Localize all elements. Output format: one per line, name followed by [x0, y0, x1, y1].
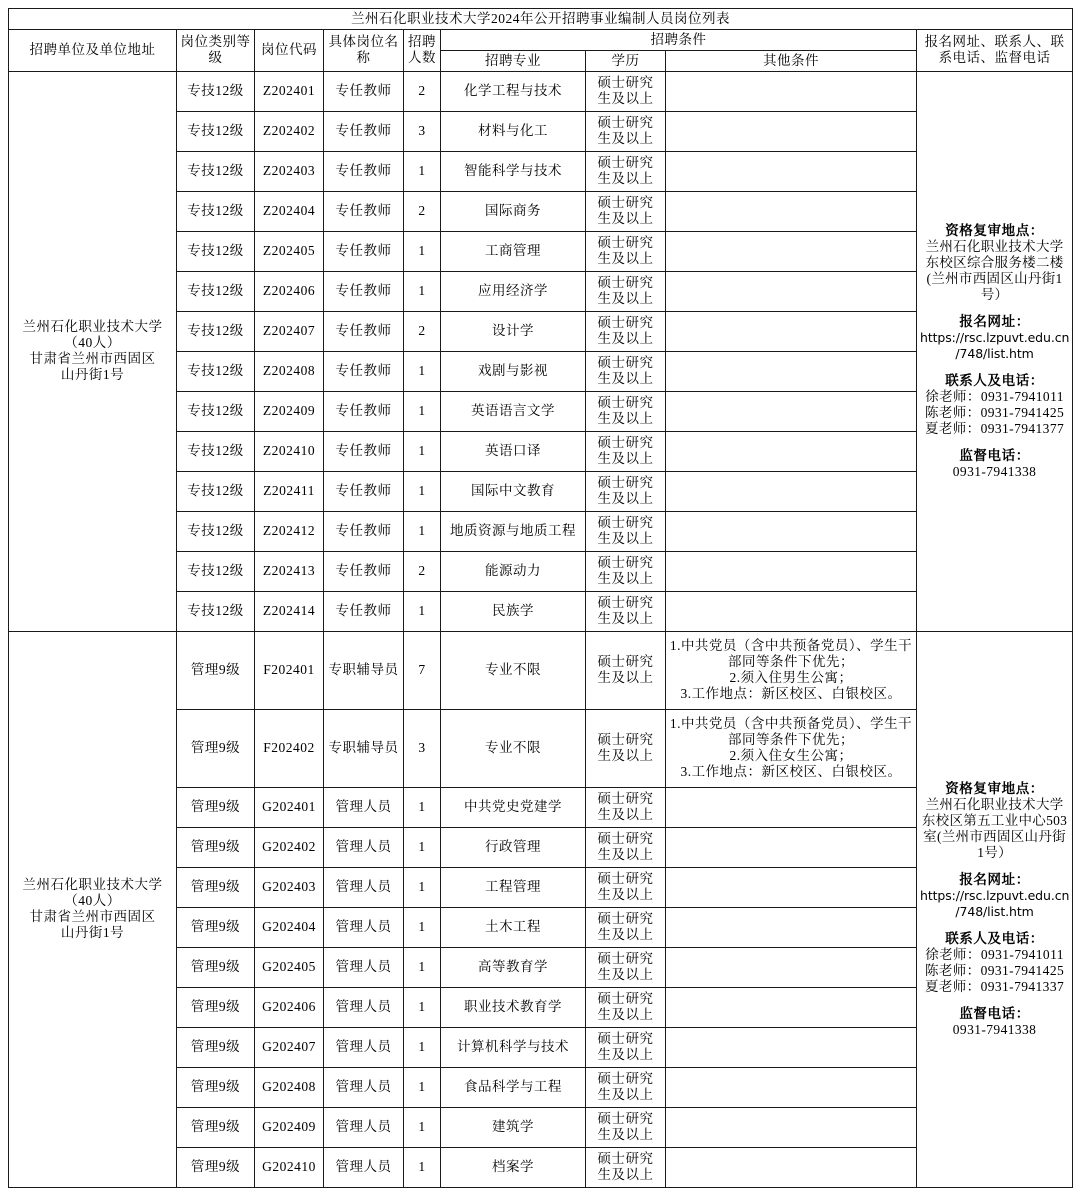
cell-code: G202401	[255, 787, 324, 827]
cell-level: 专技12级	[177, 311, 255, 351]
col-header-conditions-group: 招聘条件	[441, 29, 917, 50]
registration-site-url-line1[interactable]: https://rsc.lzpuvt.edu.cn	[920, 887, 1070, 903]
cell-job-name: 专任教师	[324, 231, 404, 271]
cell-count: 1	[404, 1027, 441, 1067]
education-line: 硕士研究	[597, 595, 654, 611]
cell-education	[586, 907, 666, 947]
education-line: 生及以上	[597, 1167, 654, 1183]
unit-address-cell	[9, 631, 177, 1187]
cell-major: 智能科学与技术	[441, 151, 586, 191]
education-line: 硕士研究	[597, 1071, 654, 1087]
cell-count: 7	[404, 631, 441, 709]
cell-job-name: 管理人员	[324, 1147, 404, 1187]
col-header-major: 招聘专业	[441, 50, 586, 71]
cell-job-name: 专任教师	[324, 311, 404, 351]
cell-level: 专技12级	[177, 351, 255, 391]
cell-job-name: 管理人员	[324, 1067, 404, 1107]
spacer	[920, 303, 1069, 314]
education-line: 硕士研究	[597, 235, 654, 251]
contact-person-1: 徐老师：0931-7941011	[925, 946, 1064, 962]
cell-other-conditions	[666, 191, 917, 231]
contact-person-3: 夏老师：0931-7941337	[924, 978, 1065, 994]
spacer	[920, 920, 1069, 931]
cell-job-name: 管理人员	[324, 1107, 404, 1147]
education-line: 硕士研究	[597, 654, 654, 670]
education-line: 硕士研究	[597, 732, 654, 748]
cell-major: 行政管理	[441, 827, 586, 867]
cell-job-name: 管理人员	[324, 827, 404, 867]
cell-count: 1	[404, 787, 441, 827]
table-row	[9, 631, 1073, 709]
other-condition-line: 1.中共党员（含中共预备党员）、学生干部同等条件下优先；	[669, 638, 913, 670]
cell-major: 材料与化工	[441, 111, 586, 151]
cell-count: 1	[404, 431, 441, 471]
education-line: 硕士研究	[597, 475, 654, 491]
cell-code: Z202406	[255, 271, 324, 311]
cell-education	[586, 1067, 666, 1107]
cell-education	[586, 1147, 666, 1187]
cell-job-name: 管理人员	[324, 1027, 404, 1067]
cell-count: 3	[404, 709, 441, 787]
cell-major: 民族学	[441, 591, 586, 631]
education-line: 生及以上	[597, 1007, 654, 1023]
cell-level: 管理9级	[177, 947, 255, 987]
cell-education	[586, 987, 666, 1027]
cell-other-conditions	[666, 907, 917, 947]
supervision-phone-value: 0931-7941338	[952, 463, 1037, 479]
cell-level: 专技12级	[177, 271, 255, 311]
table-row	[9, 71, 1073, 111]
cell-major: 能源动力	[441, 551, 586, 591]
cell-job-name: 专任教师	[324, 151, 404, 191]
cell-count: 1	[404, 867, 441, 907]
job-listing-table	[8, 8, 1073, 1188]
cell-education	[586, 351, 666, 391]
registration-site-label: 报名网址：	[959, 313, 1030, 329]
education-line: 生及以上	[597, 331, 654, 347]
cell-job-name: 管理人员	[324, 907, 404, 947]
education-line: 生及以上	[597, 927, 654, 943]
education-line: 生及以上	[597, 748, 654, 764]
cell-education	[586, 391, 666, 431]
education-line: 生及以上	[597, 1087, 654, 1103]
cell-other-conditions	[666, 111, 917, 151]
cell-level: 管理9级	[177, 631, 255, 709]
cell-other-conditions	[666, 631, 917, 709]
cell-code: Z202401	[255, 71, 324, 111]
cell-level: 管理9级	[177, 1147, 255, 1187]
cell-other-conditions	[666, 1107, 917, 1147]
cell-level: 专技12级	[177, 471, 255, 511]
cell-level: 专技12级	[177, 551, 255, 591]
cell-other-conditions	[666, 311, 917, 351]
review-location-label: 资格复审地点：	[945, 780, 1044, 796]
other-condition-line: 3.工作地点：新区校区、白银校区。	[680, 686, 902, 702]
cell-count: 2	[404, 71, 441, 111]
cell-level: 专技12级	[177, 391, 255, 431]
cell-count: 1	[404, 231, 441, 271]
cell-other-conditions	[666, 71, 917, 111]
cell-job-name: 专任教师	[324, 391, 404, 431]
cell-major: 计算机科学与技术	[441, 1027, 586, 1067]
cell-code: Z202405	[255, 231, 324, 271]
col-header-level: 岗位类别等级	[177, 29, 255, 71]
cell-code: Z202403	[255, 151, 324, 191]
cell-other-conditions	[666, 391, 917, 431]
cell-major: 化学工程与技术	[441, 71, 586, 111]
cell-code: F202402	[255, 709, 324, 787]
cell-major: 英语口译	[441, 431, 586, 471]
cell-count: 1	[404, 271, 441, 311]
spacer	[920, 362, 1069, 373]
cell-code: Z202402	[255, 111, 324, 151]
cell-count: 2	[404, 311, 441, 351]
education-line: 硕士研究	[597, 515, 654, 531]
cell-level: 专技12级	[177, 71, 255, 111]
cell-major: 档案学	[441, 1147, 586, 1187]
cell-level: 管理9级	[177, 867, 255, 907]
cell-major: 食品科学与工程	[441, 1067, 586, 1107]
cell-major: 专业不限	[441, 631, 586, 709]
cell-count: 1	[404, 471, 441, 511]
unit-address-line: 山丹街1号	[60, 367, 125, 383]
cell-code: Z202414	[255, 591, 324, 631]
cell-code: Z202404	[255, 191, 324, 231]
unit-address-cell	[9, 71, 177, 631]
cell-count: 3	[404, 111, 441, 151]
education-line: 生及以上	[597, 491, 654, 507]
cell-education	[586, 709, 666, 787]
contact-info-cell	[917, 71, 1073, 631]
cell-other-conditions	[666, 471, 917, 511]
cell-code: Z202412	[255, 511, 324, 551]
col-header-job-name: 具体岗位名称	[324, 29, 404, 71]
cell-level: 专技12级	[177, 151, 255, 191]
education-line: 生及以上	[597, 887, 654, 903]
cell-level: 管理9级	[177, 787, 255, 827]
cell-education	[586, 431, 666, 471]
education-line: 生及以上	[597, 291, 654, 307]
cell-other-conditions	[666, 1067, 917, 1107]
cell-major: 国际中文教育	[441, 471, 586, 511]
cell-major: 高等教育学	[441, 947, 586, 987]
cell-count: 1	[404, 827, 441, 867]
education-line: 生及以上	[597, 1047, 654, 1063]
education-line: 硕士研究	[597, 355, 654, 371]
cell-major: 土木工程	[441, 907, 586, 947]
table-body	[9, 9, 1073, 1188]
cell-code: G202407	[255, 1027, 324, 1067]
education-line: 生及以上	[597, 251, 654, 267]
cell-job-name: 专任教师	[324, 351, 404, 391]
cell-major: 建筑学	[441, 1107, 586, 1147]
cell-other-conditions	[666, 351, 917, 391]
education-line: 生及以上	[597, 611, 654, 627]
unit-address-line: （40人）	[64, 335, 121, 351]
cell-code: Z202411	[255, 471, 324, 511]
cell-other-conditions	[666, 231, 917, 271]
registration-site-url-line1[interactable]: https://rsc.lzpuvt.edu.cn	[920, 329, 1070, 345]
education-line: 硕士研究	[597, 831, 654, 847]
cell-job-name: 专任教师	[324, 591, 404, 631]
education-line: 硕士研究	[597, 1151, 654, 1167]
cell-job-name: 专职辅导员	[324, 709, 404, 787]
education-line: 硕士研究	[597, 991, 654, 1007]
cell-code: Z202407	[255, 311, 324, 351]
cell-code: G202408	[255, 1067, 324, 1107]
education-line: 生及以上	[597, 371, 654, 387]
education-line: 硕士研究	[597, 791, 654, 807]
cell-code: G202405	[255, 947, 324, 987]
education-line: 硕士研究	[597, 315, 654, 331]
cell-major: 地质资源与地质工程	[441, 511, 586, 551]
col-header-contact: 报名网址、联系人、联系电话、监督电话	[917, 29, 1073, 71]
unit-address-line: 甘肃省兰州市西固区	[29, 909, 156, 925]
cell-major: 设计学	[441, 311, 586, 351]
contact-info-cell	[917, 631, 1073, 1187]
cell-other-conditions	[666, 987, 917, 1027]
education-line: 生及以上	[597, 131, 654, 147]
cell-education	[586, 867, 666, 907]
education-line: 生及以上	[597, 451, 654, 467]
cell-count: 2	[404, 551, 441, 591]
education-line: 硕士研究	[597, 115, 654, 131]
supervision-phone-label: 监督电话：	[959, 447, 1030, 463]
cell-education	[586, 631, 666, 709]
cell-major: 应用经济学	[441, 271, 586, 311]
cell-count: 1	[404, 947, 441, 987]
spacer	[920, 861, 1069, 872]
cell-code: G202406	[255, 987, 324, 1027]
spacer	[920, 995, 1069, 1006]
cell-major: 专业不限	[441, 709, 586, 787]
education-line: 硕士研究	[597, 951, 654, 967]
cell-education	[586, 271, 666, 311]
unit-address-line: 山丹街1号	[60, 925, 125, 941]
cell-code: G202410	[255, 1147, 324, 1187]
spacer	[920, 437, 1069, 448]
education-line: 硕士研究	[597, 555, 654, 571]
cell-count: 1	[404, 511, 441, 551]
education-line: 生及以上	[597, 91, 654, 107]
cell-education	[586, 1107, 666, 1147]
cell-code: F202401	[255, 631, 324, 709]
contact-person-3: 夏老师：0931-7941377	[924, 420, 1065, 436]
cell-count: 1	[404, 591, 441, 631]
cell-job-name: 专职辅导员	[324, 631, 404, 709]
cell-other-conditions	[666, 867, 917, 907]
education-line: 生及以上	[597, 171, 654, 187]
cell-job-name: 专任教师	[324, 471, 404, 511]
cell-code: G202404	[255, 907, 324, 947]
supervision-phone-value: 0931-7941338	[952, 1021, 1037, 1037]
cell-other-conditions	[666, 1147, 917, 1187]
cell-other-conditions	[666, 591, 917, 631]
education-line: 生及以上	[597, 670, 654, 686]
cell-major: 职业技术教育学	[441, 987, 586, 1027]
cell-code: Z202409	[255, 391, 324, 431]
unit-address-line: （40人）	[64, 893, 121, 909]
cell-job-name: 专任教师	[324, 111, 404, 151]
contact-person-1: 徐老师：0931-7941011	[925, 388, 1064, 404]
cell-level: 专技12级	[177, 111, 255, 151]
cell-count: 1	[404, 987, 441, 1027]
education-line: 生及以上	[597, 211, 654, 227]
cell-level: 管理9级	[177, 1027, 255, 1067]
cell-job-name: 管理人员	[324, 987, 404, 1027]
col-header-other: 其他条件	[666, 50, 917, 71]
education-line: 生及以上	[597, 411, 654, 427]
education-line: 生及以上	[597, 967, 654, 983]
cell-count: 1	[404, 1147, 441, 1187]
cell-education	[586, 311, 666, 351]
other-condition-line: 2.须入住男生公寓；	[729, 670, 853, 686]
cell-job-name: 专任教师	[324, 71, 404, 111]
cell-other-conditions	[666, 947, 917, 987]
cell-education	[586, 787, 666, 827]
contact-person-2: 陈老师：0931-7941425	[924, 962, 1065, 978]
unit-address-line: 甘肃省兰州市西固区	[29, 351, 156, 367]
cell-major: 戏剧与影视	[441, 351, 586, 391]
cell-code: Z202413	[255, 551, 324, 591]
cell-education	[586, 231, 666, 271]
cell-education	[586, 111, 666, 151]
cell-other-conditions	[666, 787, 917, 827]
registration-site-label: 报名网址：	[959, 871, 1030, 887]
contact-person-2: 陈老师：0931-7941425	[924, 404, 1065, 420]
cell-level: 管理9级	[177, 827, 255, 867]
col-header-unit: 招聘单位及单位地址	[9, 29, 177, 71]
cell-job-name: 专任教师	[324, 191, 404, 231]
col-header-code: 岗位代码	[255, 29, 324, 71]
education-line: 硕士研究	[597, 195, 654, 211]
title-row	[9, 9, 1073, 30]
cell-major: 工程管理	[441, 867, 586, 907]
cell-education	[586, 71, 666, 111]
cell-other-conditions	[666, 827, 917, 867]
cell-job-name: 专任教师	[324, 551, 404, 591]
education-line: 硕士研究	[597, 75, 654, 91]
cell-job-name: 管理人员	[324, 947, 404, 987]
education-line: 硕士研究	[597, 155, 654, 171]
cell-major: 英语语言文学	[441, 391, 586, 431]
other-condition-line: 1.中共党员（含中共预备党员）、学生干部同等条件下优先；	[669, 716, 913, 748]
cell-job-name: 管理人员	[324, 787, 404, 827]
registration-site-url-line2[interactable]: /748/list.htm	[955, 903, 1034, 919]
cell-education	[586, 151, 666, 191]
cell-job-name: 专任教师	[324, 271, 404, 311]
cell-major: 中共党史党建学	[441, 787, 586, 827]
education-line: 硕士研究	[597, 275, 654, 291]
registration-site-url-line2[interactable]: /748/list.htm	[955, 345, 1034, 361]
supervision-phone-label: 监督电话：	[959, 1005, 1030, 1021]
education-line: 硕士研究	[597, 1031, 654, 1047]
cell-level: 专技12级	[177, 431, 255, 471]
cell-education	[586, 947, 666, 987]
col-header-education: 学历	[586, 50, 666, 71]
cell-count: 1	[404, 1107, 441, 1147]
cell-level: 专技12级	[177, 591, 255, 631]
contact-people-label: 联系人及电话：	[945, 373, 1044, 389]
cell-code: Z202408	[255, 351, 324, 391]
review-location-value: 兰州石化职业技术大学东校区综合服务楼二楼(兰州市西固区山丹街1号）	[925, 238, 1064, 302]
cell-code: G202403	[255, 867, 324, 907]
education-line: 硕士研究	[597, 1111, 654, 1127]
cell-count: 1	[404, 391, 441, 431]
cell-other-conditions	[666, 151, 917, 191]
cell-count: 2	[404, 191, 441, 231]
education-line: 生及以上	[597, 571, 654, 587]
cell-level: 管理9级	[177, 709, 255, 787]
unit-address-line: 兰州石化职业技术大学	[22, 877, 163, 893]
cell-education	[586, 827, 666, 867]
cell-education	[586, 551, 666, 591]
cell-count: 1	[404, 151, 441, 191]
cell-level: 管理9级	[177, 1067, 255, 1107]
cell-education	[586, 1027, 666, 1067]
cell-code: G202402	[255, 827, 324, 867]
cell-major: 国际商务	[441, 191, 586, 231]
cell-level: 专技12级	[177, 191, 255, 231]
cell-level: 专技12级	[177, 231, 255, 271]
education-line: 硕士研究	[597, 395, 654, 411]
education-line: 生及以上	[597, 1127, 654, 1143]
unit-address-line: 兰州石化职业技术大学	[22, 319, 163, 335]
col-header-count: 招聘人数	[404, 29, 441, 71]
cell-other-conditions	[666, 431, 917, 471]
education-line: 生及以上	[597, 531, 654, 547]
cell-code: Z202410	[255, 431, 324, 471]
education-line: 硕士研究	[597, 871, 654, 887]
cell-code: G202409	[255, 1107, 324, 1147]
cell-level: 管理9级	[177, 1107, 255, 1147]
cell-education	[586, 591, 666, 631]
header-row-top	[9, 29, 1073, 50]
page-title: 兰州石化职业技术大学2024年公开招聘事业编制人员岗位列表	[9, 9, 1073, 30]
cell-level: 管理9级	[177, 987, 255, 1027]
other-condition-line: 2.须入住女生公寓；	[729, 748, 853, 764]
cell-count: 1	[404, 351, 441, 391]
cell-other-conditions	[666, 709, 917, 787]
review-location-label: 资格复审地点：	[945, 222, 1044, 238]
other-condition-line: 3.工作地点：新区校区、白银校区。	[680, 764, 902, 780]
cell-other-conditions	[666, 551, 917, 591]
education-line: 生及以上	[597, 807, 654, 823]
cell-other-conditions	[666, 511, 917, 551]
contact-people-label: 联系人及电话：	[945, 931, 1044, 947]
cell-level: 专技12级	[177, 511, 255, 551]
cell-education	[586, 191, 666, 231]
review-location-value: 兰州石化职业技术大学东校区第五工业中心503室(兰州市西固区山丹街1号）	[921, 796, 1068, 860]
cell-major: 工商管理	[441, 231, 586, 271]
cell-job-name: 专任教师	[324, 431, 404, 471]
cell-other-conditions	[666, 1027, 917, 1067]
cell-education	[586, 471, 666, 511]
education-line: 硕士研究	[597, 435, 654, 451]
cell-education	[586, 511, 666, 551]
cell-count: 1	[404, 907, 441, 947]
cell-level: 管理9级	[177, 907, 255, 947]
cell-count: 1	[404, 1067, 441, 1107]
cell-job-name: 管理人员	[324, 867, 404, 907]
education-line: 生及以上	[597, 847, 654, 863]
cell-job-name: 专任教师	[324, 511, 404, 551]
cell-other-conditions	[666, 271, 917, 311]
education-line: 硕士研究	[597, 911, 654, 927]
